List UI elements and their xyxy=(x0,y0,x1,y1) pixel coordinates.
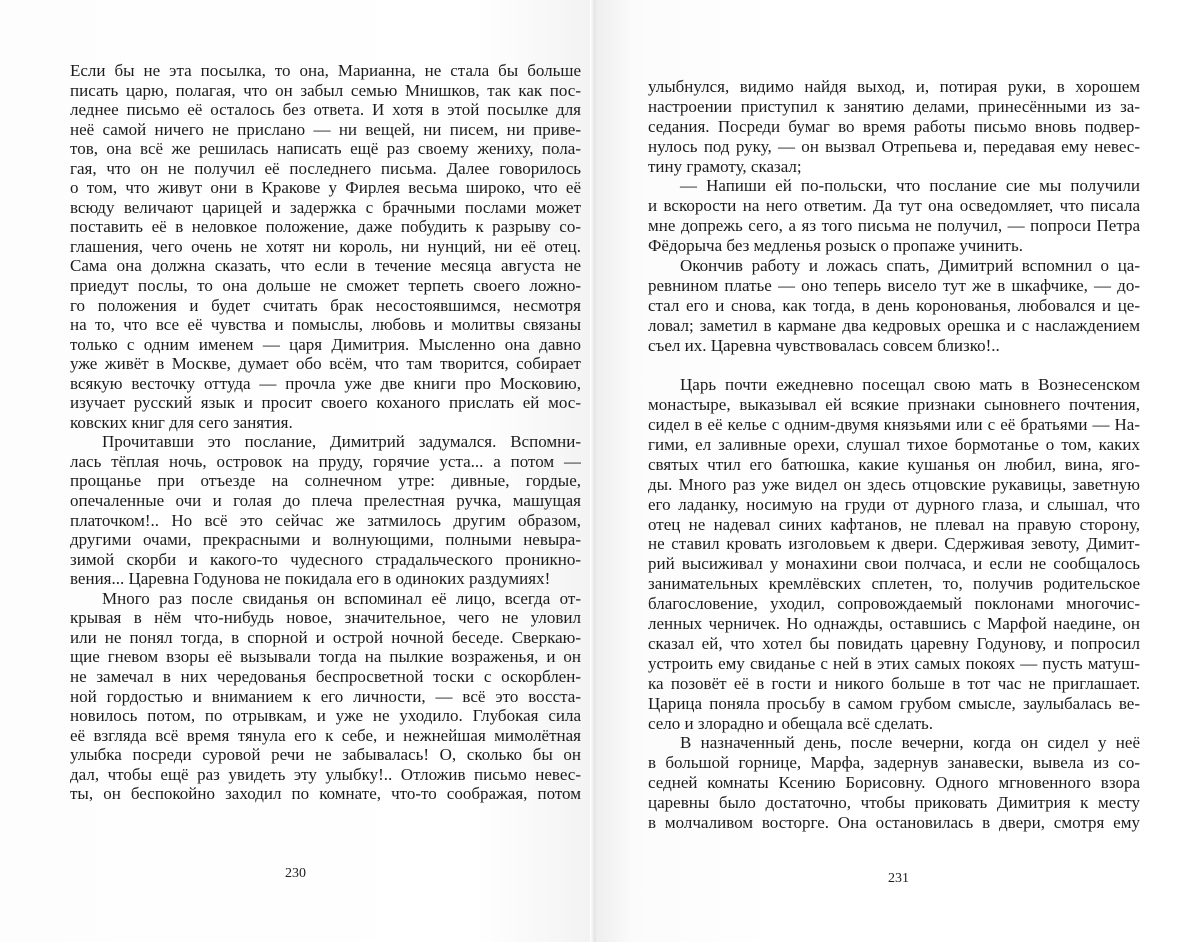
text-line: только с одним именем — царя Димитрия. Мысленно она давно xyxy=(70,334,581,354)
text-line: новилось потом, по отрывкам, и уже не уходило. Глубокая сила xyxy=(70,706,581,726)
text-line: Окончив работу и ложась спать, Димитрий вспомнил о ца- xyxy=(680,256,1140,276)
text-line: Много раз после свиданья он вспоминал её лицо, всегда от- xyxy=(102,588,581,608)
text-line: стал его и снова, как тогда, в день коронованья, любовался и це- xyxy=(648,295,1140,315)
text-line: другими очами, прекрасными и волнующими, полными невыра- xyxy=(70,530,581,550)
text-line: монастыре, выказывал ей всякие признаки сыновнего почтения, xyxy=(648,395,1140,415)
text-line: на то, что все её чувства и помыслы, любовь и молитвы связаны xyxy=(70,315,581,335)
page-number-right: 231 xyxy=(888,871,909,886)
text-line: занимательных кремлёвских сплетен, то, получив родительское xyxy=(648,574,1140,594)
text-line: платочком!.. Но всё это сейчас же затмилось другим образом, xyxy=(70,510,581,530)
text-line: ка позовёт её в гости и никого больше в тот час не приглашает. xyxy=(648,673,1140,693)
text-line: сидел в её келье с одним-двумя князьями или с её братьями — На- xyxy=(648,415,1140,435)
text-line: седания. Посреди бумаг во время работы письмо вновь подвер- xyxy=(648,116,1140,136)
text-line: глашения, чего очень не хотят ни король, ни нунций, ни её отец. xyxy=(70,236,581,256)
text-line: ленных черничек. Но однажды, оставшись с Марфой наедине, он xyxy=(648,614,1140,634)
text-line: зимой скорби и какого-то чудесного страдальческого проникно- xyxy=(70,549,581,569)
text-line: ковских книг для сего занятия. xyxy=(70,412,293,432)
text-line: его ладанку, носимую на груди от дурного глаза, и слышал, что xyxy=(648,494,1140,514)
text-line: ревнином платье — оно теперь висело тут же в шкафчике, — до- xyxy=(648,275,1140,295)
text-line: лась тёплая ночь, островок на пруду, горячие уста... а потом — xyxy=(70,451,581,471)
text-line: седней комнаты Ксению Борисовну. Одного мгновенного взора xyxy=(648,773,1140,793)
text-line: её взгляда всё время тянула его к себе, и нежнейшая мимолётная xyxy=(70,725,581,745)
text-line: опечаленные очи и голая до плеча прелестная ручка, машущая xyxy=(70,491,581,511)
text-line: Прочитавши это послание, Димитрий задумался. Вспомни- xyxy=(102,432,581,452)
text-line: или не понял тогда, в спорной и острой ночной беседе. Сверкаю- xyxy=(70,627,581,647)
text-line: о том, что живут они в Кракове у Фирлея весьма широко, что её xyxy=(70,178,581,198)
text-line: гая, что он не получил её последнего письма. Далее говорилось xyxy=(70,158,581,178)
text-line: не ставил кровать изголовьем к двери. Сдерживая зевоту, Димит- xyxy=(648,534,1140,554)
text-line: В назначенный день, после вечерни, когда он сидел у неё xyxy=(680,733,1140,753)
text-line: писать царю, полагая, что он забыл семью Мнишков, так как пос- xyxy=(70,80,581,100)
text-line: Если бы не эта посылка, то она, Марианна, не стала бы больше xyxy=(70,61,581,80)
text-line: крывая в нём что-нибудь новое, значительное, чего не уловил xyxy=(70,608,581,628)
text-line: прощанье при отъезде на солнечном утре: дивные, гордые, xyxy=(70,471,581,491)
text-line: щие гневом взоры её вызывали тогда на пылкие возраженья, и он xyxy=(70,647,581,667)
text-line: настроении приступил к занятию делами, принесёнными из за- xyxy=(648,96,1140,116)
text-line: Царица поняла просьбу в самом грубом смысле, заулыбалась ве- xyxy=(648,693,1140,713)
text-line: в молчаливом восторге. Она остановилась в двери, смотря ему xyxy=(648,812,1140,832)
text-line: в большой горнице, Марфа, задернув занавески, вывела из со- xyxy=(648,753,1140,773)
text-line: уже живёт в Москве, думает обо всём, что там творится, собирает xyxy=(70,354,581,374)
text-line: ловал; заметил в кармане два кедровых орешка и с наслаждением xyxy=(648,315,1140,335)
text-line: вения... Царевна Годунова не покидала его в одиноких раздумиях! xyxy=(70,569,551,589)
text-line: святых чтил его батюшка, какие кушанья он любил, вина, яго- xyxy=(648,454,1140,474)
text-line: приедут послы, то она дольше не сможет терпеть своего ложно- xyxy=(70,276,581,296)
text-line: ты, он беспокойно заходил по комнате, что-то соображая, потом xyxy=(70,784,581,804)
right-page-text xyxy=(648,77,1140,833)
right-book-page xyxy=(596,0,1187,942)
text-line: го положения и будет считать брак несостоявшимся, несмотря xyxy=(70,295,581,315)
page-number-left: 230 xyxy=(285,866,306,881)
text-line: Царь почти ежедневно посещал свою мать в Вознесенском xyxy=(680,375,1140,395)
text-line: устроить ему свиданье с ней в этих самых покоях — пусть матуш- xyxy=(648,653,1140,673)
text-line: всюду величают царицей и задержка с брачными послами может xyxy=(70,197,581,217)
text-line: — Напиши ей по-польски, что послание сие мы получили xyxy=(680,176,1140,196)
text-line: тов, она всё же решилась написать ещё раз своему жениху, пола- xyxy=(70,139,581,159)
text-line: и вскорости на него ответим. Да тут она осведомляет, что писала xyxy=(648,196,1140,216)
text-line: не замечал в них чередованья беспросветной тоски с оскорблен- xyxy=(70,666,581,686)
text-line: ной гордостью и вниманием к его личности, — всё это восста- xyxy=(70,686,581,706)
left-page-text xyxy=(70,61,581,804)
text-line: царевны было достаточно, чтобы приковать Димитрия к месту xyxy=(648,793,1140,813)
text-line: изучает русский язык и просит своего коханого прислать ей мос- xyxy=(70,393,581,413)
text-line: тину грамоту, сказал; xyxy=(648,156,802,176)
text-line: Сама она должна сказать, что если в течение месяца августа не xyxy=(70,256,581,276)
text-line: село и злорадно и обещала всё сделать. xyxy=(648,713,934,733)
text-line: неё самой ничего не прислано — ни вещей, ни писем, ни приве- xyxy=(70,119,581,139)
text-line: съел их. Царевна чувствовалась совсем близко!.. xyxy=(648,335,1000,355)
text-line: дал, чтобы ещё раз увидеть эту улыбку!.. Отложив письмо невес- xyxy=(70,764,581,784)
text-line: Фёдорыча без медленья розыск о пропаже учинить. xyxy=(648,236,1023,256)
text-line: леднее письмо её осталось без ответа. И хотя в этой посылке для xyxy=(70,100,581,120)
text-line: всякую весточку оттуда — прочла уже две книги про Московию, xyxy=(70,373,581,393)
text-line: улыбка посреди суровой речи не забывалась! О, сколько бы он xyxy=(70,745,581,765)
text-line: сказал ей, что хотел бы повидать царевну Годунову, и попросил xyxy=(648,633,1140,653)
text-line: улыбнулся, видимо найдя выход, и, потирая руки, в хорошем xyxy=(648,77,1140,96)
text-line: рий высиживал у монахини свои полчаса, и если не сообщалось xyxy=(648,554,1140,574)
text-line: нулось под руку, — он вызвал Отрепьева и, передавая ему невес- xyxy=(648,136,1140,156)
text-line: благословение, уходил, сопровождаемый поклонами многочис- xyxy=(648,594,1140,614)
text-line: гими, ел заливные орехи, слушал тихое бормотанье о том, каких xyxy=(648,435,1140,455)
text-line: поставить её в неловкое положение, даже побудить к разрыву со- xyxy=(70,217,581,237)
text-line: мне допрежь сего, а яз того письма не получил, — попроси Петра xyxy=(648,216,1140,236)
text-line: отец не надевал синих кафтанов, не плевал на правую сторону, xyxy=(648,514,1140,534)
text-line: ды. Много раз уже видел он здесь отцовские рукавицы, заветную xyxy=(648,474,1140,494)
